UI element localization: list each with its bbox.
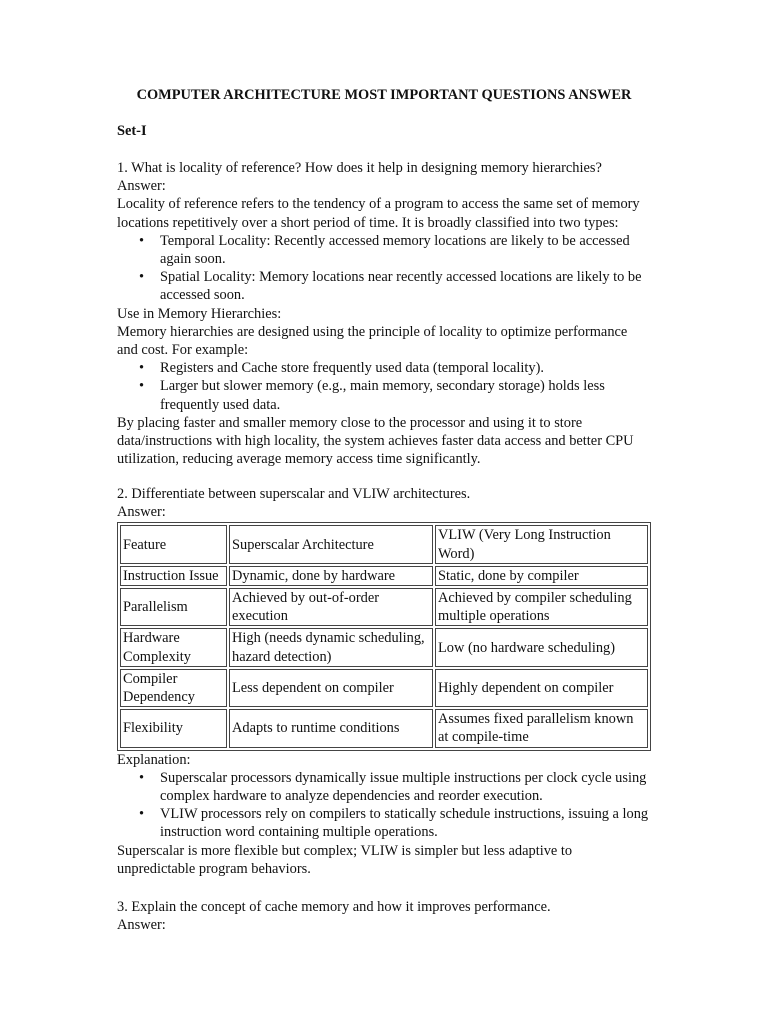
question-1-answer-label: Answer: <box>117 178 166 195</box>
locality-types-list <box>117 232 651 305</box>
explanation-list <box>117 769 651 842</box>
table-row <box>120 669 648 707</box>
list-item: • Larger but slower memory (e.g., main memory, secondary storage) holds less frequently used data. <box>160 377 651 413</box>
question-2-answer-label: Answer: <box>117 504 166 521</box>
table-cell: Low (no hardware scheduling) <box>435 628 648 666</box>
table-row <box>120 566 648 586</box>
table-cell: Highly dependent on compiler <box>435 669 648 707</box>
question-2-conclusion: Superscalar is more flexible but complex; VLIW is simpler but less adaptive to unpredictable program behaviors. <box>117 842 573 877</box>
table-row <box>120 709 648 747</box>
table-cell: Dynamic, done by hardware <box>229 566 433 586</box>
table-cell: Adapts to runtime conditions <box>229 709 433 747</box>
table-header-cell: Superscalar Architecture <box>229 525 433 563</box>
comparison-table <box>117 522 651 750</box>
table-cell: Hardware Complexity <box>120 628 227 666</box>
list-item: • Spatial Locality: Memory locations near recently accessed locations are likely to be accessed soon. <box>160 268 651 304</box>
table-cell: Instruction Issue <box>120 566 227 586</box>
list-item: • Superscalar processors dynamically issue multiple instructions per clock cycle using complex hardware to analyze dependencies and reorder execution. <box>160 769 651 805</box>
table-cell: Parallelism <box>120 588 227 626</box>
table-row <box>120 588 648 626</box>
memory-examples-list <box>117 359 651 414</box>
set-heading: Set-I <box>117 123 147 139</box>
question-1-section <box>117 159 651 468</box>
table-cell: Assumes fixed parallelism known at compile-time <box>435 709 648 747</box>
question-3-section <box>117 898 651 934</box>
question-2-text: 2. Differentiate between superscalar and VLIW architectures. <box>117 486 471 502</box>
memory-hierarchy-intro: Memory hierarchies are designed using the principle of locality to optimize performance and cost. For example: <box>117 323 628 359</box>
question-1-conclusion: By placing faster and smaller memory close to the processor and using it to store data/instructions with high locality, the system achieves faster data access and better CPU utilization, reducing average memory access time significantly. <box>117 414 634 468</box>
table-header-cell: VLIW (Very Long Instruction Word) <box>435 525 648 563</box>
memory-hierarchy-heading: Use in Memory Hierarchies: <box>117 305 282 322</box>
question-1-text: 1. What is locality of reference? How does it help in designing memory hierarchies? <box>117 160 602 176</box>
question-3-answer-label: Answer: <box>117 917 166 934</box>
table-cell: Achieved by compiler scheduling multiple operations <box>435 588 648 626</box>
table-cell: High (needs dynamic scheduling, hazard detection) <box>229 628 433 666</box>
question-1-intro: Locality of reference refers to the tendency of a program to access the same set of memory locations repetitively over a short period of time. It is broadly classified into two types: <box>117 196 640 231</box>
list-item: • VLIW processors rely on compilers to statically schedule instructions, issuing a long instruction word containing multiple operations. <box>160 805 651 841</box>
table-cell: Static, done by compiler <box>435 566 648 586</box>
list-item: • Registers and Cache store frequently used data (temporal locality). <box>160 359 651 377</box>
table-cell: Less dependent on compiler <box>229 669 433 707</box>
table-header-row <box>120 525 648 563</box>
table-row <box>120 628 648 666</box>
table-cell: Flexibility <box>120 709 227 747</box>
table-cell: Achieved by out-of-order execution <box>229 588 433 626</box>
document-title: COMPUTER ARCHITECTURE MOST IMPORTANT QUESTIONS ANSWER <box>136 87 632 103</box>
explanation-label: Explanation: <box>117 751 191 768</box>
question-2-section <box>117 485 651 878</box>
table-header-cell: Feature <box>120 525 227 563</box>
list-item: • Temporal Locality: Recently accessed memory locations are likely to be accessed again soon. <box>160 232 651 268</box>
table-cell: Compiler Dependency <box>120 669 227 707</box>
question-3-text: 3. Explain the concept of cache memory and how it improves performance. <box>117 899 551 915</box>
